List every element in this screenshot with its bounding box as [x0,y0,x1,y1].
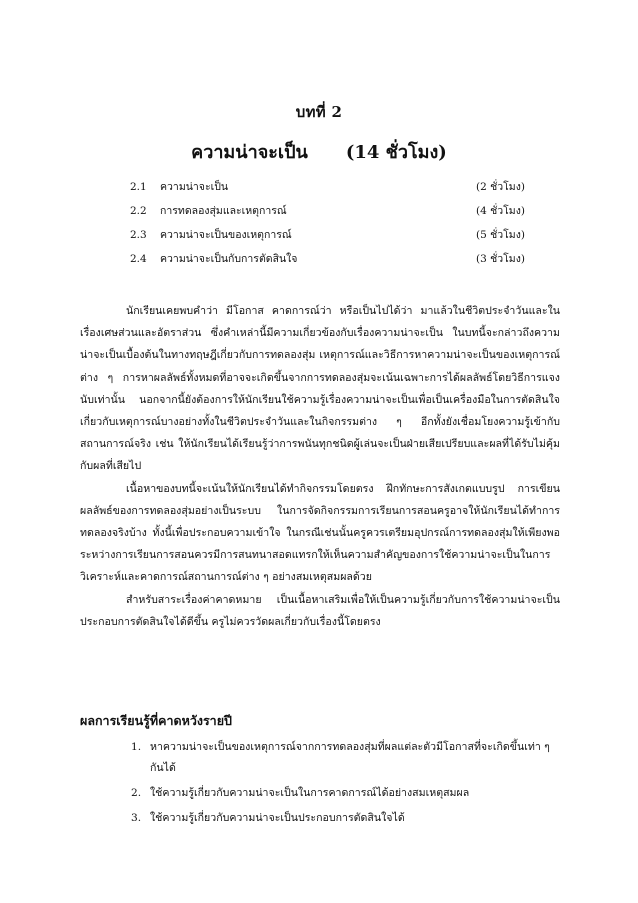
toc-item [130,178,530,202]
outcome-item [131,737,561,779]
toc-item-number: 2.1 [130,181,147,193]
paragraph-expectation: สำหรับสาระเรื่องค่าคาดหมาย เป็นเนื้อหาเสริมเพื่อให้เป็นความรู้เกี่ยวกับการใช้ความน่าจะเป็นประกอบการตัดสินใจได้ดีขึ้น ครูไม่ควรวัดผลเกี่ยวกับเรื่องนี้โดยตรง [80,593,560,628]
toc-item-number: 2.4 [130,253,147,265]
toc-item-hours: (5 ชั่วโมง) [476,229,525,241]
toc-item-title: ความน่าจะเป็นของเหตุการณ์ [160,229,292,241]
outcome-text: ใช้ความรู้เกี่ยวกับความน่าจะเป็นประกอบการตัดสินใจได้ [150,812,405,824]
outcome-number: 3. [131,812,142,824]
toc-item-title: ความน่าจะเป็นกับการตัดสินใจ [160,253,298,265]
outcomes-list [131,737,561,833]
toc-item [130,250,530,274]
chapter-title-text: ความน่าจะเป็น [191,142,308,163]
table-of-contents [130,178,530,274]
outcomes-heading: ผลการเรียนรู้ที่คาดหวังรายปี [80,713,232,728]
outcome-number: 2. [131,787,142,799]
toc-item [130,226,530,250]
outcome-item [131,783,561,804]
toc-item-hours: (2 ชั่วโมง) [476,181,525,193]
chapter-title [0,137,638,166]
toc-item-title: การทดลองสุ่มและเหตุการณ์ [160,205,287,217]
chapter-title-hours: (14 ชั่วโมง) [345,142,447,163]
toc-item-hours: (4 ชั่วโมง) [476,205,525,217]
toc-item-number: 2.3 [130,229,147,241]
toc-item-hours: (3 ชั่วโมง) [476,253,525,265]
toc-item-number: 2.2 [130,205,147,217]
paragraph-intro: นักเรียนเคยพบคำว่า มีโอกาส คาดการณ์ว่า หรือเป็นไปได้ว่า มาแล้วในชีวิตประจำวันและในเรื่องเศษส่วนและอัตราส่วน ซึ่งคำเหล่านี้มีความเกี่ยวข้องกับเรื่องความน่าจะเป็น ในบทนี้จะกล่าวถึงความน่าจะเป็นเบื้องต้นในทางทฤษฎีเกี่ยวกับการทดลองสุ่ม เหตุการณ์และวิธีการหาความน่าจะเป็นของเหตุการณ์ต่าง ๆ การหาผลลัพธ์ทั้งหมดที่อาจจะเกิดขึ้นจากการทดลองสุ่มจะเน้นเฉพาะการได้ผลลัพธ์โดยวิธีการแจงนับเท่านั้น นอกจากนี้ยังต้องการให้นักเรียนใช้ความรู้เรื่องความน่าจะเป็นเพื่อเป็นเครื่องมือในการตัดสินใจเกี่ยวกับเหตุการณ์บางอย่างทั้งในชีวิตประจำวันและในกิจกรรมต่าง ๆ อีกทั้งยังเชื่อมโยงความรู้เข้ากับสถานการณ์จริง เช่น ให้นักเรียนได้เรียนรู้ว่าการพนันทุกชนิดผู้เล่นจะเป็นฝ่ายเสียเปรียบและผลที่ได้รับไม่คุ้มกับผลที่เสียไป [80,305,560,473]
paragraph-content: เนื้อหาของบทนี้จะเน้นให้นักเรียนได้ทำกิจกรรมโดยตรง ฝึกทักษะการสังเกตแบบรูป การเขียนผลลัพธ์ของการทดลองสุ่มอย่างเป็นระบบ ในการจัดกิจกรรมการเรียนการสอนครูอาจให้นักเรียนได้ทำการทดลองจริงบ้าง ทั้งนี้เพื่อประกอบความเข้าใจ ในกรณีเช่นนั้นครูควรเตรียมอุปกรณ์การทดลองสุ่มให้เพียงพอ ระหว่างการเรียนการสอนควรมีการสนทนาสอดแทรกให้เห็นความสำคัญของการใช้ความน่าจะเป็นในการวิเคราะห์และคาดการณ์สถานการณ์ต่าง ๆ อย่างสมเหตุสมผลด้วย [80,482,560,584]
chapter-heading: บทที่ 2 [295,103,343,121]
outcome-text: ใช้ความรู้เกี่ยวกับความน่าจะเป็นในการคาดการณ์ได้อย่างสมเหตุสมผล [150,787,470,799]
toc-item-title: ความน่าจะเป็น [160,181,229,193]
outcome-item [131,808,561,829]
outcome-number: 1. [131,741,142,753]
outcome-text: หาความน่าจะเป็นของเหตุการณ์จากการทดลองสุ่มที่ผลแต่ละตัวมีโอกาสที่จะเกิดขึ้นเท่า ๆ กันได้ [150,741,550,774]
toc-item [130,202,530,226]
body-text [80,300,560,633]
